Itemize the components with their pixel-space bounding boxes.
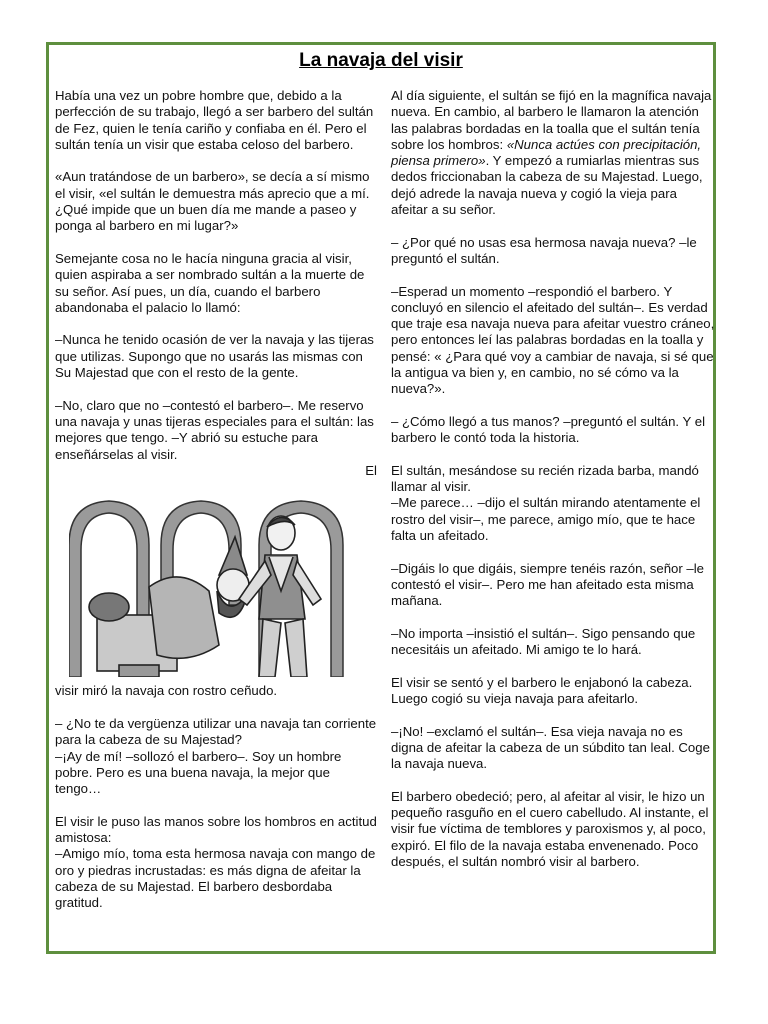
towel-inscription-quote: «Nunca actúes con precipitación, piensa primero» — [391, 136, 702, 169]
paragraph-text: Al día siguiente, el sultán se fijó en la magnífica navaja nueva. En cambio, al barbero le llamaron la atención las palabras bordadas en la toalla que el sultán tenía sobre los hombros: — [391, 88, 712, 152]
paragraph: –Nunca he tenido ocasión de ver la navaja y las tijeras que utilizas. Supongo que no usarás las mismas con Su Majestad que con el resto de la gente. — [55, 332, 374, 381]
paragraph: –Digáis lo que digáis, siempre tenéis razón, señor –le contestó el visir–. Pero me han afeitado esta misma mañana. — [391, 560, 705, 609]
paragraph: – ¿No te da vergüenza utilizar una navaja tan corriente para la cabeza de su Majestad? — [55, 716, 377, 748]
paragraph-continuation: El — [365, 462, 377, 478]
paragraph: visir miró la navaja con rostro ceñudo. — [55, 683, 278, 699]
illustration-sultan-barber — [69, 495, 353, 677]
right-column — [391, 88, 717, 887]
paragraph: –¡Ay de mí! –sollozó el barbero–. Soy un hombre pobre. Pero es una buena navaja, la mejor que tengo… — [55, 748, 342, 797]
paragraph: «Aun tratándose de un barbero», se decía a sí mismo el visir, «el sultán le demuestra más aprecio que a mí. ¿Qué impide que un buen día me mande a paseo y ponga al barbero en mi lugar?» — [55, 169, 370, 234]
left-column — [55, 88, 377, 928]
paragraph — [391, 88, 717, 218]
paragraph: –Esperad un momento –respondió el barbero. Y concluyó en silencio el afeitado del sultán–. Es verdad que traje esa navaja nueva para afeitar vuestro cráneo, pero entonces leí las palabras bordadas en la toalla y pensé: « ¿Para qué voy a cambiar de navaja, si sé que la antigua va bien y, en cambio, no sé cómo va la nueva?». — [391, 283, 715, 397]
paragraph: –No importa –insistió el sultán–. Sigo pensando que necesitáis un afeitado. Mi amigo te lo hará. — [391, 625, 696, 658]
page-frame — [46, 42, 716, 954]
paragraph: –¡No! –exclamó el sultán–. Esa vieja navaja no es digna de afeitar la cabeza de un súbdito tan leal. Coge la navaja nueva. — [391, 723, 710, 772]
paragraph: Había una vez un pobre hombre que, debido a la perfección de su trabajo, llegó a ser barbero del sultán de Fez, quien le tenía cariño y confiaba en él. Pero el sultán tenía un visir que estaba celoso del barbero. — [55, 88, 374, 152]
paragraph: – ¿Por qué no usas esa hermosa navaja nueva? –le preguntó el sultán. — [391, 234, 697, 266]
paragraph: –No, claro que no –contestó el barbero–. Me reservo una navaja y unas tijeras especiales para el sultán: las mejores que tengo. –Y abrió su estuche para enseñárselas al visir. — [55, 397, 374, 462]
paragraph: – ¿Cómo llegó a tus manos? –preguntó el sultán. Y el barbero le contó toda la historia. — [391, 413, 706, 446]
paragraph-text: . Y empezó a rumiarlas mientras sus dedos friccionaban la cabeza de su Majestad. Luego, dejó adrede la navaja nueva y cogió la vieja para afeitar a su señor. — [391, 153, 703, 218]
paragraph: El visir le puso las manos sobre los hombros en actitud amistosa: — [55, 813, 377, 846]
paragraph: Semejante cosa no le hacía ninguna gracia al visir, quien aspiraba a ser nombrado sultán a la muerte de su señor. Así pues, un día, cuando el barbero abandonaba el palacio lo llamó: — [55, 250, 365, 315]
page-title: La navaja del visir — [299, 50, 463, 71]
paragraph: –Amigo mío, toma esta hermosa navaja con mango de oro y piedras incrustadas: es más digna de afeitar la cabeza de su Majestad. El barbero desbordaba gratitud. — [55, 846, 376, 911]
paragraph: El sultán, mesándose su recién rizada barba, mandó llamar al visir. — [391, 462, 699, 495]
paragraph: El visir se sentó y el barbero le enjabonó la cabeza. Luego cogió su vieja navaja para afeitarlo. — [391, 674, 693, 706]
paragraph: –Me parece… –dijo el sultán mirando atentamente el rostro del visir–, me parece, amigo mío, que te hace falta un afeitado. — [391, 495, 701, 544]
paragraph: El barbero obedeció; pero, al afeitar al visir, le hizo un pequeño rasguño en el cuero cabelludo. Al instante, el visir fue víctima de temblores y paroxismos y, al poco, expiró. El filo de la navaja estaba envenenado. Poco después, el sultán nombró visir al barbero. — [391, 788, 709, 869]
